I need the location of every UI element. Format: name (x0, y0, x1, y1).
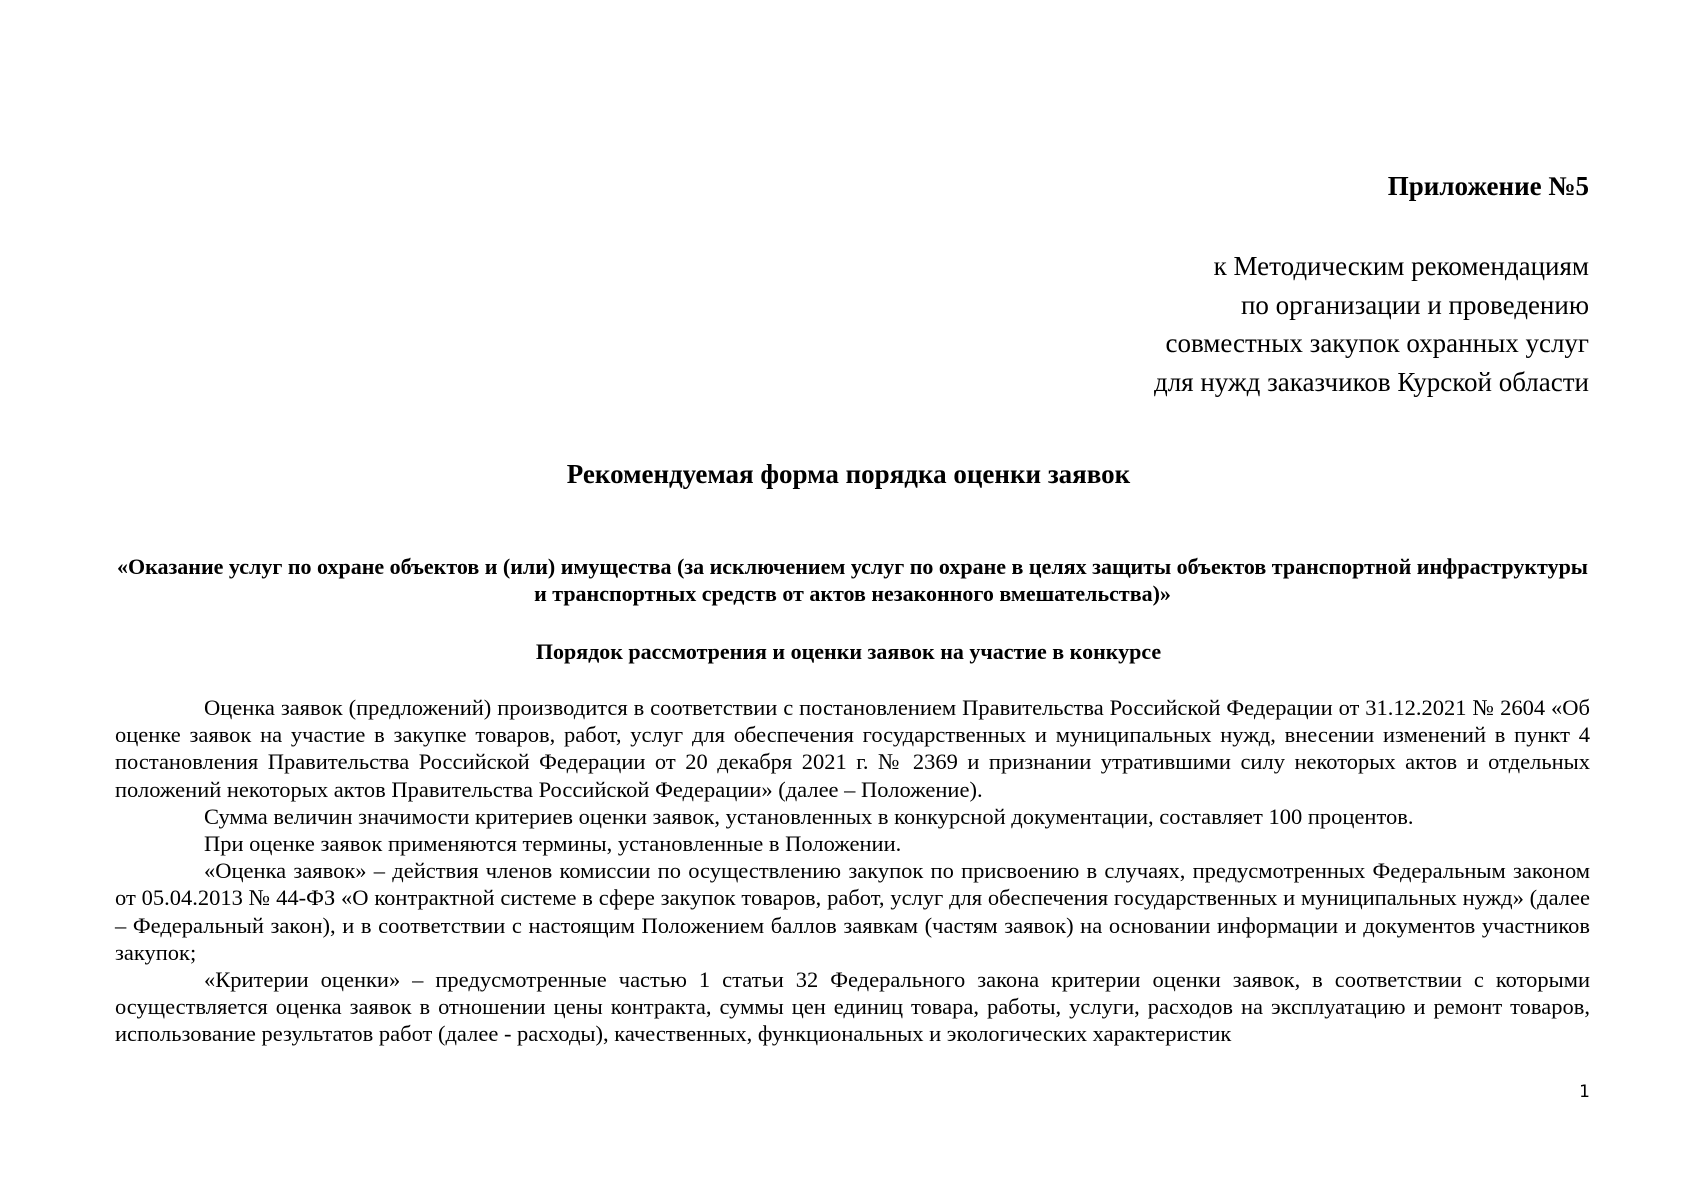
appendix-title: Приложение №5 (1387, 171, 1589, 201)
appendix-subtitle (1154, 247, 1589, 401)
paragraph: При оценке заявок применяются термины, установленные в Положении. (204, 831, 902, 857)
paragraph: «Оценка заявок» – действия членов комиссии по осуществлению закупок по присвоению в случаях, предусмотренных Федеральным законом от 05.04.2013 № 44-ФЗ «О контрактной системе в сфере закупок товаров, работ, услуг для обеспечения государственных и муниципальных нужд» (далее – Федеральный закон), и в соответствии с настоящим Положением баллов заявкам (частям заявок) на основании информации и документов участников закупок; (115, 858, 1590, 965)
appendix-subtitle-line: совместных закупок охранных услуг (1165, 328, 1589, 358)
procedure-title: Порядок рассмотрения и оценки заявок на участие в конкурсе (535, 639, 1162, 664)
appendix-subtitle-line: к Методическим рекомендациям (1213, 251, 1589, 281)
page-number: 1 (1579, 1082, 1590, 1102)
body-text (115, 694, 1590, 1048)
form-title: Рекомендуемая форма порядка оценки заявок (566, 459, 1131, 489)
paragraph: «Критерии оценки» – предусмотренные частью 1 статьи 32 Федерального закона критерии оценки заявок, в соответствии с которыми осуществляется оценка заявок в отношении цены контракта, суммы цен единиц товара, работы, услуги, расходов на эксплуатацию и ремонт товаров, использование результатов работ (далее - расходы), качественных, функциональных и экологических характеристик (115, 967, 1590, 1047)
paragraph: Оценка заявок (предложений) производится в соответствии с постановлением Правительства Российской Федерации от 31.12.2021 № 2604 «Об оценке заявок на участие в закупке товаров, работ, услуг для обеспечения государственных и муниципальных нужд, внесении изменений в пункт 4 постановления Правительства Российской Федерации от 20 декабря 2021 г. № 2369 и признании утратившими силу некоторых актов и отдельных положений некоторых актов Правительства Российской Федерации» (далее – Положение). (115, 695, 1590, 802)
appendix-subtitle-line: для нужд заказчиков Курской области (1153, 366, 1589, 397)
service-title: «Оказание услуг по охране объектов и (или) имущества (за исключением услуг по охране в целях защиты объектов транспортной инфраструктуры и транспортных средств от актов незаконного вмешательства)» (117, 554, 1588, 606)
paragraph: Сумма величин значимости критериев оценки заявок, установленных в конкурсной документации, составляет 100 процентов. (204, 803, 1414, 829)
appendix-subtitle-line: по организации и проведению (1240, 289, 1589, 320)
